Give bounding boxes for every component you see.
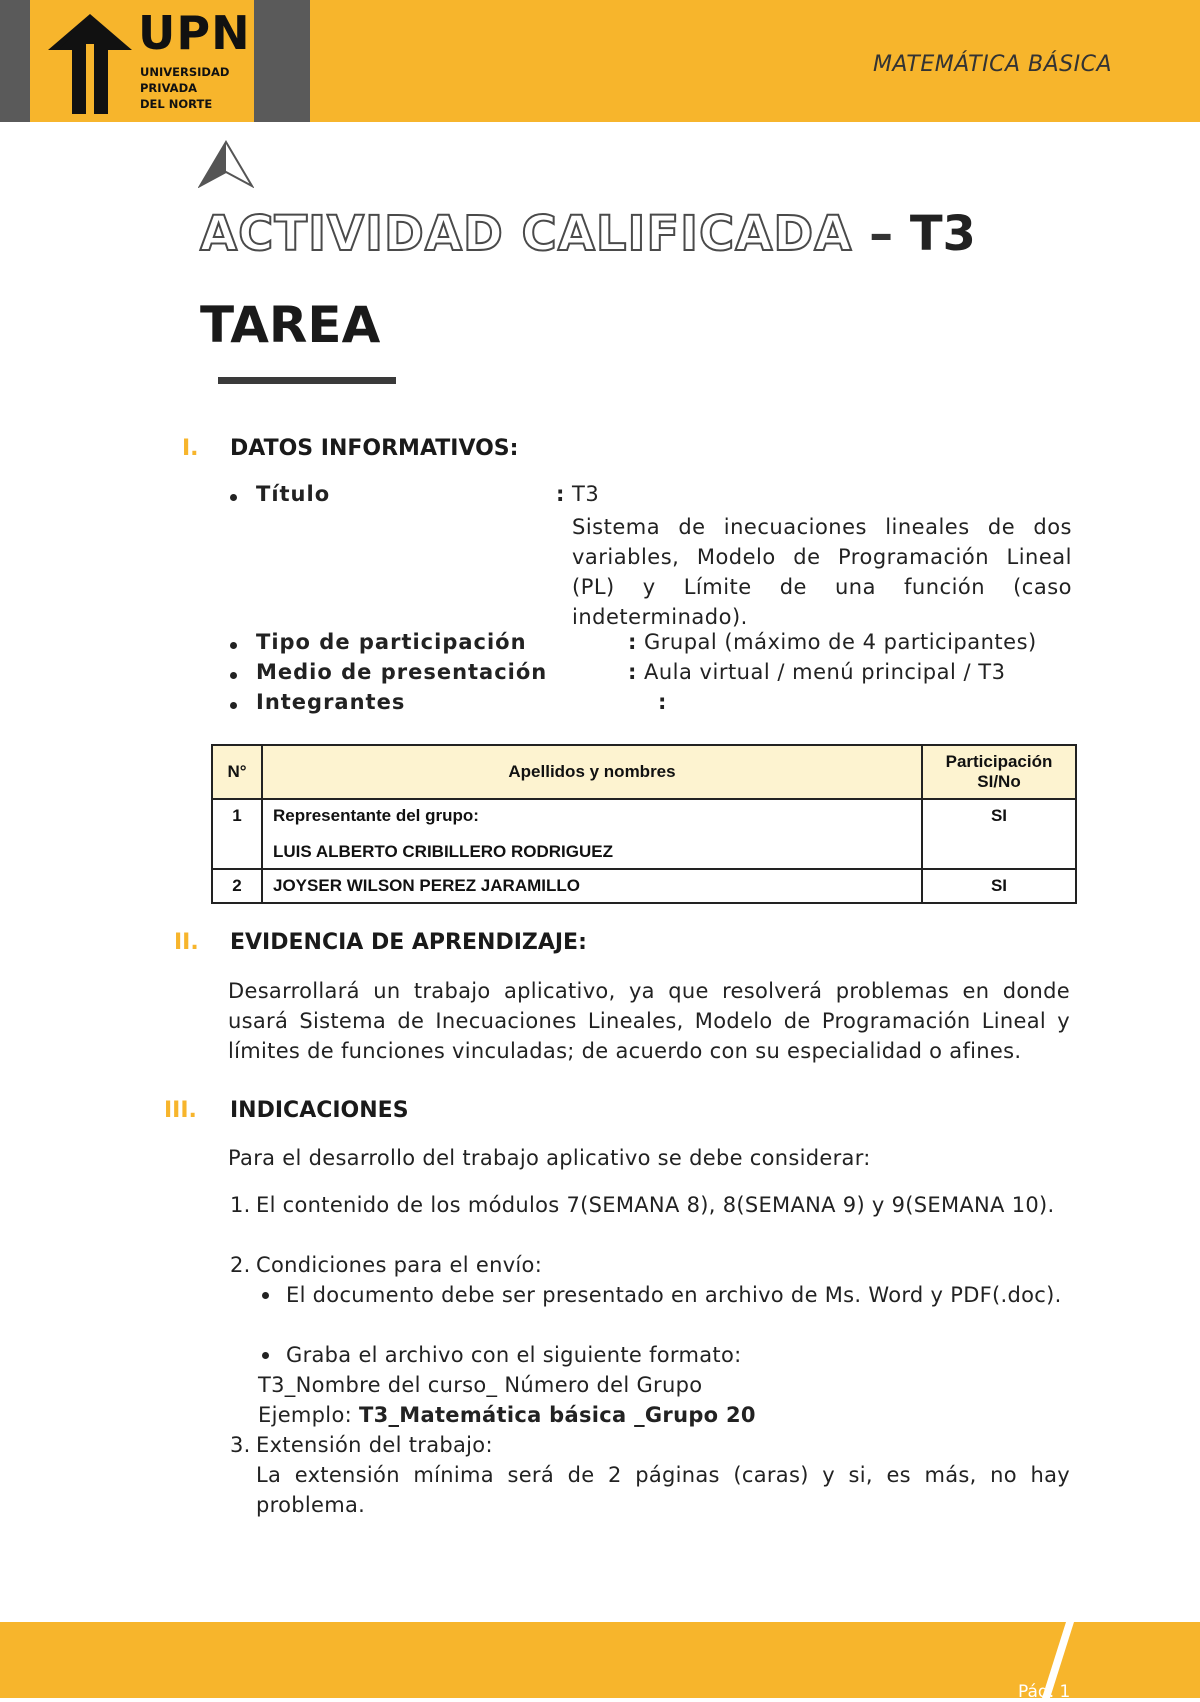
- university-logo: [30, 0, 254, 122]
- info-value-titulo: T3: [572, 482, 600, 506]
- list-bullet-2: Graba el archivo con el siguiente formato:: [286, 1343, 742, 1367]
- info-label-tipo: Tipo de participación: [256, 630, 527, 654]
- activity-title: [200, 206, 976, 262]
- row-label: Representante del grupo:: [273, 806, 479, 825]
- section-2-number: II.: [174, 930, 199, 955]
- row-num: 1: [212, 799, 262, 869]
- info-value-medio: Aula virtual / menú principal / T3: [644, 660, 1006, 684]
- list-number: 3.: [230, 1433, 251, 1457]
- info-colon: :: [658, 690, 667, 714]
- section-2-text: Desarrollará un trabajo aplicativo, ya que resolverá problemas en donde usará Sistema de Inecuaciones Lineales, Modelo de Programación Lineal y límites de funciones vinculadas; de acuerdo con su especialidad o afines.: [228, 979, 1070, 1063]
- logo-arrow-icon: [48, 14, 132, 114]
- section-1-number: I.: [182, 436, 199, 461]
- activity-title-outline: ACTIVIDAD CALIFICADA: [200, 206, 853, 262]
- example-label: Ejemplo:: [258, 1403, 352, 1427]
- table-header-row: [212, 745, 1076, 799]
- table-row: [212, 869, 1076, 903]
- list-item-3-text: La extensión mínima será de 2 páginas (caras) y si, es más, no hay problema.: [256, 1463, 1070, 1517]
- example-line: [258, 1400, 1070, 1430]
- list-item-1: El contenido de los módulos 7(SEMANA 8), 8(SEMANA 9) y 9(SEMANA 10).: [256, 1193, 1055, 1217]
- info-label-medio: Medio de presentación: [256, 660, 548, 684]
- list-item-3: Extensión del trabajo:: [256, 1433, 493, 1457]
- table-row: [212, 799, 1076, 869]
- row-name: JOYSER WILSON PEREZ JARAMILLO: [262, 869, 922, 903]
- row-name-cell: [262, 799, 922, 869]
- info-colon: :: [628, 660, 637, 684]
- header-num: N°: [212, 745, 262, 799]
- activity-code: T3: [909, 206, 976, 262]
- navigation-arrow-icon: [198, 140, 254, 188]
- section-1-title: DATOS INFORMATIVOS:: [230, 436, 519, 461]
- info-value-tipo: Grupal (máximo de 4 participantes): [644, 630, 1037, 654]
- page-subtitle: TAREA: [200, 296, 381, 354]
- page-number: Pág. 1: [1018, 1682, 1071, 1702]
- title-underline: [218, 377, 396, 384]
- row-num: 2: [212, 869, 262, 903]
- example-value: T3_Matemática básica _Grupo 20: [358, 1403, 756, 1427]
- logo-wordmark: UPN: [138, 6, 251, 60]
- bullet-icon: [230, 672, 237, 679]
- info-label-titulo: Título: [256, 482, 331, 506]
- list-number: 2.: [230, 1253, 251, 1277]
- info-label-integrantes: Integrantes: [256, 690, 406, 714]
- bullet-icon: [262, 1292, 269, 1299]
- bullet-icon: [262, 1352, 269, 1359]
- section-2-title: EVIDENCIA DE APRENDIZAJE:: [230, 930, 587, 955]
- title-description: Sistema de inecuaciones lineales de dos variables, Modelo de Programación Lineal (PL) y Límite de una función (caso indeterminado).: [572, 515, 1072, 629]
- row-participation: SI: [922, 799, 1076, 869]
- logo-subtitle: UNIVERSIDAD PRIVADA DEL NORTE: [140, 65, 230, 111]
- info-colon: :: [628, 630, 637, 654]
- header-name: Apellidos y nombres: [262, 745, 922, 799]
- list-item-2: Condiciones para el envío:: [256, 1253, 543, 1277]
- info-colon: :: [556, 482, 565, 506]
- bullet-icon: [230, 494, 237, 501]
- bullet-icon: [230, 702, 237, 709]
- list-number: 1.: [230, 1193, 251, 1217]
- row-participation: SI: [922, 869, 1076, 903]
- bullet-icon: [230, 642, 237, 649]
- title-separator: –: [869, 206, 894, 262]
- section-3-title: INDICACIONES: [230, 1098, 409, 1123]
- list-bullet-1: El documento debe ser presentado en archivo de Ms. Word y PDF(.doc).: [286, 1283, 1062, 1307]
- file-format: T3_Nombre del curso_ Número del Grupo: [258, 1373, 703, 1397]
- section-3-intro: Para el desarrollo del trabajo aplicativo se debe considerar:: [228, 1146, 871, 1170]
- header-participation: Participación SI/No: [922, 745, 1076, 799]
- section-3-number: III.: [164, 1098, 197, 1123]
- row-name: LUIS ALBERTO CRIBILLERO RODRIGUEZ: [273, 842, 613, 861]
- course-title: MATEMÁTICA BÁSICA: [872, 52, 1112, 77]
- members-table: [211, 744, 1077, 904]
